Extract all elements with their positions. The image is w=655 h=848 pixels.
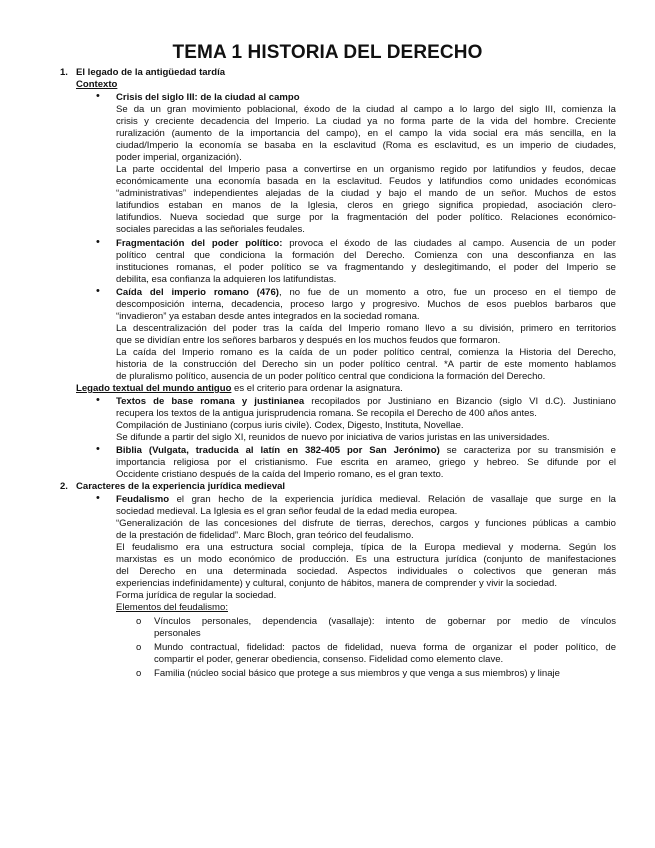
caida-line: “invadieron” ya estaban desde antes integrados en la sociedad romana. xyxy=(116,311,420,322)
bullet-icon: • xyxy=(96,492,100,504)
fragmentacion-line: político central que condiciona la formación del Derecho. Comienza con una desconfianza en las xyxy=(116,250,616,261)
crisis-line: latifundios estaban en manos de la Iglesia, cleros en griego significa propiedad, asociación clero- xyxy=(116,200,616,211)
sub-bullet-icon: o xyxy=(136,668,142,679)
sub-bullet-icon: o xyxy=(136,616,142,627)
bullet-icon: • xyxy=(96,394,100,406)
bullet-icon: • xyxy=(96,236,100,248)
feudalismo-line: Forma jurídica de regular la sociedad. xyxy=(116,590,277,601)
caida-line: La caída del Imperio romano es la caída de un poder político central, comienza la Historia del Derecho, xyxy=(116,347,616,358)
caida-line: que se dividían entre los señores barbaros y después en los muchos feudos que formaron. xyxy=(116,335,501,346)
textos-title: Textos de base romana y justinianea xyxy=(116,396,305,407)
elementos-label xyxy=(116,602,228,614)
bullet-icon: • xyxy=(96,443,100,455)
feudalismo-line: “Generalización de las concesiones del disfrute de tierras, derechos, cargos y funciones públicas a cambio xyxy=(116,518,616,529)
elemento-line: compartir el poder, generar obediencia, consenso. Fidelidad como elemento clave. xyxy=(154,654,504,665)
elemento-line: personales xyxy=(154,628,201,639)
section-2-heading xyxy=(76,481,285,493)
biblia-first-rest: se caracteriza por su transmisión e xyxy=(439,445,616,456)
biblia-line: Occidente cristiano después de la caída del Imperio romano, es el gran texto. xyxy=(116,469,444,480)
caida-line: La descentralización del poder tras la caída del Imperio romano llevo a su división, primero en territorios xyxy=(116,323,616,334)
feudalismo-line: marxistas es un modo económico de producción. Es una estructura jurídica (conjunto de manifestaciones xyxy=(116,554,616,565)
section-1-heading-text: El legado de la antigüedad tardía xyxy=(76,67,226,78)
legado-rest: es el criterio para ordenar la asignatura. xyxy=(231,383,403,394)
textos-line: Compilación de Justiniano (corpus iuris civile). Codex, Digesto, Instituta, Novellae. xyxy=(116,420,464,431)
crisis-line: Se da un gran movimiento poblacional, éxodo de la ciudad al campo a lo largo del siglo III, comienza la xyxy=(116,104,616,115)
legado-line xyxy=(76,383,403,395)
crisis-line: latifundios. Nueva sociedad que surge por la fragmentación del poder político. Relaciones económico- xyxy=(116,212,616,223)
textos-line: Se difunde a partir del siglo XI, reunidos de nuevo por iniciativa de varios juristas en las universidades. xyxy=(116,432,550,443)
elementos-label-text: Elementos del feudalismo: xyxy=(116,602,228,613)
section-1-number: 1. xyxy=(60,67,68,78)
biblia-title: Biblia (Vulgata, traducida al latín en 382-405 por San Jerónimo) xyxy=(116,445,440,456)
crisis-title xyxy=(116,92,300,104)
feudalismo-line: sociedad medieval. La Iglesia es el gran señor feudal de la edad media europea. xyxy=(116,506,458,517)
elemento-line: Mundo contractual, fidelidad: pactos de fidelidad, nueva forma de organizar el poder político, de xyxy=(154,642,616,653)
crisis-line: “administrativas” independientes alejadas de la ciudad y bajo el mando de un señor. Muchos de estos xyxy=(116,188,616,199)
section-2-heading-text: Caracteres de la experiencia jurídica medieval xyxy=(76,481,286,492)
crisis-line: poder imperial, organización). xyxy=(116,152,242,163)
feudalismo-line: del Derecho en una determinada sociedad. Aspectos individuales o colectivos que generan más xyxy=(116,566,616,577)
crisis-line: ciudad/Imperio la economía se basaba en la esclavitud (Roma es esclavitud, es un imperio de ciudades, xyxy=(116,140,616,151)
caida-title: Caída del imperio romano (476) xyxy=(116,287,279,298)
sub-bullet-icon: o xyxy=(136,642,142,653)
fragmentacion-line: instituciones romanas, el poder político se va fragmentando y deslegitimando, el poder del Imperio se xyxy=(116,262,616,273)
biblia-first-line xyxy=(116,445,616,457)
elemento-line: Vínculos personales, dependencia (vasallaje): intento de gobernar por medio de vínculos xyxy=(154,616,616,627)
fragmentacion-line: debilita, esa confianza la adquieren los latifundistas. xyxy=(116,274,337,285)
feudalismo-title: Feudalismo xyxy=(116,494,170,505)
contexto-label-text: Contexto xyxy=(76,79,118,90)
feudalismo-first-rest: el gran hecho de la experiencia jurídica medieval. Relación de vasallaje que surge en la xyxy=(169,494,616,505)
section-1-heading xyxy=(76,67,225,79)
page-title: TEMA 1 HISTORIA DEL DERECHO xyxy=(172,42,483,63)
bullet-icon: • xyxy=(96,90,100,102)
textos-first-line xyxy=(116,396,616,408)
crisis-line: La parte occidental del Imperio pasa a convertirse en un organismo regido por latifundios y feudos, decae xyxy=(116,164,616,175)
caida-line: historia de la construcción del Derecho sin un poder político central. *A partir de este momento hablamos xyxy=(116,359,616,370)
crisis-line: económicamente una economía basada en la esclavitud. Feudos y latifundios como unidades económicas xyxy=(116,176,616,187)
feudalismo-first-line xyxy=(116,494,616,506)
legado-label: Legado textual del mundo antiguo xyxy=(76,383,232,394)
feudalismo-line: El feudalismo era una estructura social compleja, típica de la Europa medieval y moderna. Según los xyxy=(116,542,616,553)
caida-first-rest: , no fue de un momento a otro, fue un proceso en el tiempo de xyxy=(278,287,616,298)
feudalismo-line: de la prestación de fidelidad”. Marc Bloch, gran teórico del feudalismo. xyxy=(116,530,414,541)
crisis-line: sociales parecidas a las señoriales feudales. xyxy=(116,224,305,235)
caida-line: de pluralismo político, ausencia de un poder político central que condiciona la formación del Derecho. xyxy=(116,371,546,382)
crisis-line: ruralización (aumento de la importancia del campo), en el campo la vida social era más sencilla, en la xyxy=(116,128,616,139)
elemento-line: Familia (núcleo social básico que protege a sus miembros y que venga a sus miembros) y linaje xyxy=(154,668,560,679)
crisis-line: crisis y creciente decadencia del Imperio. La ciudad ya no forma parte de la vida del hombre. Creciente xyxy=(116,116,616,127)
textos-first-rest: recopilados por Justiniano en Bizancio (siglo VI d.C). Justiniano xyxy=(304,396,616,407)
caida-line: descomposición interna, decadencia, proceso largo y progresivo. Muchos de esos pueblos barbaros que xyxy=(116,299,616,310)
fragmentacion-first-line xyxy=(116,238,616,250)
section-2-number: 2. xyxy=(60,481,68,492)
feudalismo-line: experiencias indefinidamente) y cultural, conjunto de hábitos, manera de comprender y vivir la sociedad. xyxy=(116,578,557,589)
fragmentacion-first-rest: provoca el éxodo de las ciudades al campo. Ausencia de un poder xyxy=(282,238,616,249)
bullet-icon: • xyxy=(96,285,100,297)
fragmentacion-title: Fragmentación del poder político: xyxy=(116,238,283,249)
textos-line: recupera los textos de la antigua jurisprudencia romana. Se recopila el Derecho de 400 años antes. xyxy=(116,408,537,419)
biblia-line: importancia religiosa por el cristianismo. Fue escrita en arameo, griego y hebreo. Se difunde por el xyxy=(116,457,616,468)
crisis-title-text: Crisis del siglo III: de la ciudad al campo xyxy=(116,92,300,103)
caida-first-line xyxy=(116,287,616,299)
